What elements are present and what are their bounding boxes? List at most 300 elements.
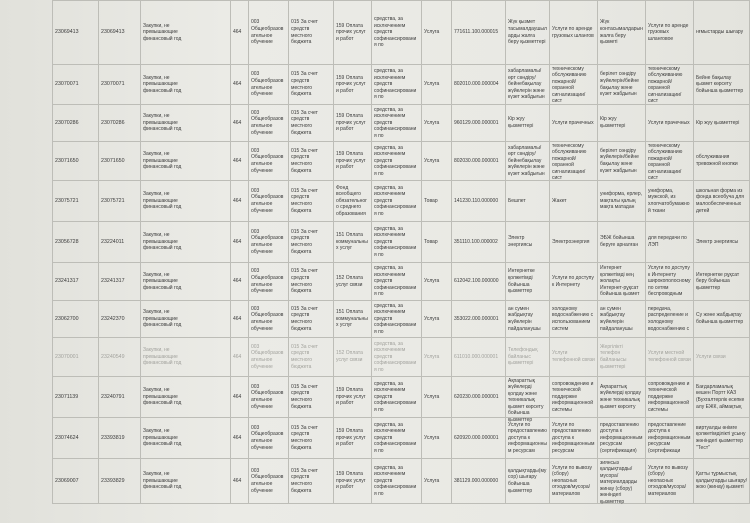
- item-kind-cell-text: Услуга: [424, 157, 440, 164]
- additional-kz-cell-text: Кір жуу қызметтері: [696, 119, 740, 126]
- characteristic-ru-cell-text: Услуги прачечных: [648, 119, 690, 126]
- characteristic-kz-cell-text: Интернет қолжетімді кең жолақты Интернет-рұқсат бойынша қызмет: [600, 265, 640, 298]
- name-ru-cell: [550, 459, 598, 504]
- specific-cell-text: 159 Оплата прочих услуг и работ: [336, 387, 366, 407]
- table-row: [53, 459, 750, 504]
- item-kind-cell: [422, 418, 452, 459]
- item-kind-cell-text: Услуга: [424, 434, 440, 441]
- program-cell: [249, 418, 289, 459]
- subprogram-cell-text: 015 За счет средств местного бюджета: [291, 305, 318, 332]
- specific-cell-text: 159 Оплата прочих услуг и работ: [336, 74, 366, 94]
- item-id-cell: [99, 65, 141, 105]
- funding-source-cell: [372, 263, 422, 301]
- table-row: [53, 142, 750, 181]
- characteristic-kz-cell: [598, 142, 646, 181]
- program-cell-text: 003 Общеобразовательное обучение: [251, 305, 284, 332]
- name-kz-cell-text: Жүк қызмет тасымалдаушыларды жалға беру қызметтері: [508, 19, 547, 46]
- purchase-type-cell: [141, 263, 231, 301]
- item-kind-cell: [422, 1, 452, 65]
- item-kind-cell: [422, 65, 452, 105]
- admin-code-cell: [231, 418, 249, 459]
- characteristic-kz-cell-text: Жергілікті телефон байланысы қызметтері: [600, 343, 627, 370]
- program-cell: [249, 1, 289, 65]
- ktru-code-cell: [452, 338, 506, 377]
- ktru-code-cell-text: 802030.000.000001: [454, 157, 499, 164]
- name-kz-cell: [506, 105, 550, 142]
- characteristic-kz-cell-text: берілет сөндіру жүйелерін/бейне бақылау және күзет жабдығын: [600, 147, 639, 174]
- lot-id-cell-text: 23074624: [55, 434, 79, 441]
- purchase-type-cell-text: Закупки, не превышающие финансовый год: [143, 471, 182, 491]
- additional-kz-cell-text: Бейне бақылау қызмет көрсету бойынша қызметтер: [696, 74, 744, 94]
- specific-cell: [334, 181, 372, 222]
- subprogram-cell: [289, 459, 334, 504]
- additional-kz-cell-text: виртуалды өнімге қолжетімділікті ұсыну жөніндегі қызметтер "Тест": [696, 424, 746, 451]
- lot-id-cell: [53, 377, 99, 418]
- name-kz-cell: [506, 338, 550, 377]
- characteristic-kz-cell-text: ЭБЖ бойынша беруге арналған: [600, 235, 639, 248]
- table-row: [53, 301, 750, 338]
- item-id-cell: [99, 263, 141, 301]
- name-ru-cell: [550, 105, 598, 142]
- program-cell-text: 003 Общеобразовательное обучение: [251, 187, 284, 214]
- specific-cell-text: 159 Оплата прочих услуг и работ: [336, 113, 366, 133]
- program-cell-text: 003 Общеобразовательное обучение: [251, 109, 284, 136]
- characteristic-ru-cell-text: для передачи по ЛЭП: [648, 235, 687, 248]
- specific-cell: [334, 65, 372, 105]
- admin-code-cell: [231, 1, 249, 65]
- name-ru-cell-text: Жакет: [552, 197, 567, 204]
- program-cell: [249, 222, 289, 263]
- admin-code-cell: [231, 338, 249, 377]
- table-row: [53, 65, 750, 105]
- purchase-type-cell-text: Закупки, не превышающие финансовый год: [143, 22, 182, 42]
- subprogram-cell: [289, 301, 334, 338]
- program-cell: [249, 142, 289, 181]
- name-kz-cell: [506, 65, 550, 105]
- purchase-type-cell-text: Закупки, не превышающие финансовый год: [143, 151, 182, 171]
- item-id-cell: [99, 1, 141, 65]
- lot-id-cell-text: 23062700: [55, 315, 79, 322]
- admin-code-cell: [231, 459, 249, 504]
- characteristic-kz-cell: [598, 418, 646, 459]
- item-id-cell: [99, 338, 141, 377]
- name-ru-cell: [550, 338, 598, 377]
- item-kind-cell: [422, 105, 452, 142]
- additional-kz-cell-text: Электр энергиясы: [696, 238, 739, 245]
- item-id-cell: [99, 418, 141, 459]
- additional-kz-cell-text: нғмыстарды шығару: [696, 29, 744, 36]
- item-id-cell-text: 23242370: [101, 315, 125, 322]
- program-cell-text: 003 Общеобразовательное обучение: [251, 383, 284, 410]
- item-kind-cell: [422, 142, 452, 181]
- additional-kz-cell: [694, 181, 750, 222]
- characteristic-ru-cell: [646, 459, 694, 504]
- name-ru-cell-text: Услуги прачечных: [552, 119, 594, 126]
- funding-source-cell-text: средства, за исключением средств софинансирования по: [374, 225, 417, 258]
- program-cell-text: 003 Общеобразовательное обучение: [251, 467, 284, 494]
- admin-code-cell: [231, 181, 249, 222]
- item-id-cell-text: 23224011: [101, 238, 125, 245]
- item-id-cell: [99, 459, 141, 504]
- specific-cell: [334, 301, 372, 338]
- funding-source-cell-text: средства, за исключением средств софинансирования по: [374, 464, 417, 497]
- table-row: [53, 263, 750, 301]
- lot-id-cell: [53, 459, 99, 504]
- funding-source-cell: [372, 377, 422, 418]
- funding-source-cell-text: средства, за исключением средств софинансирования по: [374, 184, 417, 217]
- item-id-cell-text: 23071650: [101, 157, 125, 164]
- name-ru-cell: [550, 377, 598, 418]
- characteristic-ru-cell: [646, 181, 694, 222]
- specific-cell: [334, 142, 372, 181]
- item-id-cell-text: 23069413: [101, 29, 125, 36]
- purchase-type-cell: [141, 181, 231, 222]
- characteristic-ru-cell: [646, 142, 694, 181]
- purchase-type-cell: [141, 1, 231, 65]
- ktru-code-cell-text: 620230.000.000001: [454, 393, 499, 400]
- specific-cell: [334, 1, 372, 65]
- characteristic-kz-cell-text: берілет сөндіру жүйелерін/бейне бақылау және күзет жабдығын: [600, 71, 639, 98]
- admin-code-cell-text: 464: [233, 157, 242, 164]
- name-kz-cell-text: Бешпет: [508, 197, 526, 204]
- ktru-code-cell-text: 611010.000.000001: [454, 353, 499, 360]
- name-ru-cell: [550, 142, 598, 181]
- item-id-cell: [99, 301, 141, 338]
- characteristic-ru-cell-text: предоставление доступа к информационным ресурсам (сертификаци: [648, 421, 691, 454]
- funding-source-cell: [372, 65, 422, 105]
- item-id-cell-text: 23070286: [101, 119, 125, 126]
- admin-code-cell-text: 464: [233, 29, 242, 36]
- ktru-code-cell-text: 960129.000.000001: [454, 119, 499, 126]
- ktru-code-cell-text: 353022.000.000001: [454, 315, 499, 322]
- item-kind-cell: [422, 301, 452, 338]
- program-cell: [249, 459, 289, 504]
- purchase-type-cell-text: Закупки, не превышающие финансовый год: [143, 271, 182, 291]
- subprogram-cell-text: 015 За счет средств местного бюджета: [291, 424, 318, 451]
- additional-kz-cell: [694, 142, 750, 181]
- characteristic-ru-cell: [646, 65, 694, 105]
- admin-code-cell: [231, 222, 249, 263]
- name-ru-cell-text: Услуги телефонной связи: [552, 350, 595, 363]
- name-kz-cell: [506, 181, 550, 222]
- table-row: [53, 418, 750, 459]
- specific-cell-text: 152 Оплата услуг связи: [336, 274, 363, 288]
- funding-source-cell-text: средства, за исключением средств софинансирования по: [374, 421, 417, 454]
- specific-cell: [334, 105, 372, 142]
- admin-code-cell: [231, 105, 249, 142]
- item-kind-cell: [422, 459, 452, 504]
- additional-kz-cell: [694, 418, 750, 459]
- name-ru-cell: [550, 418, 598, 459]
- item-id-cell: [99, 222, 141, 263]
- subprogram-cell: [289, 1, 334, 65]
- ktru-code-cell-text: 802010.000.000004: [454, 81, 499, 88]
- specific-cell: [334, 222, 372, 263]
- specific-cell-text: 159 Оплата прочих услуг и работ: [336, 151, 366, 171]
- purchase-type-cell-text: Закупки, не превышающие финансовый год: [143, 309, 182, 329]
- subprogram-cell: [289, 65, 334, 105]
- purchase-type-cell: [141, 105, 231, 142]
- purchase-type-cell-text: Закупки, не превышающие финансовый год: [143, 387, 182, 407]
- purchase-type-cell: [141, 338, 231, 377]
- name-kz-cell-text: хабарламалы/өрт сөндіру/бейнебақылау жүйелерін және күзет жабдығын: [508, 144, 545, 177]
- subprogram-cell-text: 015 За счет средств местного бюджета: [291, 187, 318, 214]
- specific-cell: [334, 418, 372, 459]
- characteristic-ru-cell: [646, 222, 694, 263]
- admin-code-cell-text: 464: [233, 353, 242, 360]
- admin-code-cell: [231, 377, 249, 418]
- characteristic-ru-cell: [646, 377, 694, 418]
- procurement-plan-table: [52, 0, 750, 504]
- funding-source-cell: [372, 181, 422, 222]
- ktru-code-cell-text: 381129.000.000000: [454, 477, 499, 484]
- funding-source-cell: [372, 222, 422, 263]
- lot-id-cell: [53, 338, 99, 377]
- item-id-cell: [99, 142, 141, 181]
- subprogram-cell-text: 015 За счет средств местного бюджета: [291, 109, 318, 136]
- program-cell-text: 003 Общеобразовательное обучение: [251, 71, 284, 98]
- subprogram-cell: [289, 377, 334, 418]
- admin-code-cell-text: 464: [233, 119, 242, 126]
- specific-cell: [334, 263, 372, 301]
- name-ru-cell-text: Услуги по аренде грузовых шлангов: [552, 25, 594, 39]
- funding-source-cell-text: средства, за исключением средств софинансирования по: [374, 302, 417, 335]
- subprogram-cell-text: 015 За счет средств местного бюджета: [291, 147, 318, 174]
- funding-source-cell-text: средства, за исключением средств софинансирования по: [374, 68, 417, 101]
- name-kz-cell: [506, 222, 550, 263]
- admin-code-cell: [231, 142, 249, 181]
- item-id-cell-text: 23240791: [101, 393, 125, 400]
- specific-cell-text: 159 Оплата прочих услуг и работ: [336, 22, 366, 42]
- ktru-code-cell: [452, 263, 506, 301]
- program-cell-text: 003 Общеобразовательное обучение: [251, 268, 284, 295]
- characteristic-ru-cell: [646, 301, 694, 338]
- item-kind-cell-text: Услуга: [424, 393, 440, 400]
- subprogram-cell-text: 015 За счет средств местного бюджета: [291, 228, 318, 255]
- additional-kz-cell: [694, 65, 750, 105]
- name-kz-cell: [506, 1, 550, 65]
- program-cell: [249, 181, 289, 222]
- item-id-cell-text: 23393829: [101, 477, 125, 484]
- name-kz-cell-text: Интернетке қолжетімді бойынша қызметтер: [508, 268, 535, 295]
- additional-kz-cell: [694, 263, 750, 301]
- name-kz-cell: [506, 263, 550, 301]
- characteristic-ru-cell-text: передача, распределение и холодному водоснабжению с: [648, 305, 690, 332]
- item-kind-cell: [422, 222, 452, 263]
- funding-source-cell: [372, 105, 422, 142]
- item-id-cell: [99, 105, 141, 142]
- item-kind-cell-text: Товар: [424, 197, 438, 204]
- name-ru-cell-text: Услуги по предоставлению доступа к информационным ресурсам: [552, 421, 595, 454]
- additional-kz-cell-text: Бағдарламалық кешен Портт КАЗ (Бухгалтерлік есепке алу ЕЖК, аймақтық: [696, 383, 745, 410]
- specific-cell: [334, 338, 372, 377]
- additional-kz-cell: [694, 1, 750, 65]
- subprogram-cell: [289, 338, 334, 377]
- additional-kz-cell: [694, 338, 750, 377]
- specific-cell-text: 159 Оплата прочих услуг и работ: [336, 428, 366, 448]
- lot-id-cell-text: 23070071: [55, 81, 79, 88]
- admin-code-cell-text: 464: [233, 238, 242, 245]
- admin-code-cell-text: 464: [233, 278, 242, 285]
- item-id-cell-text: 23241317: [101, 278, 125, 285]
- program-cell-text: 003 Общеобразовательное обучение: [251, 228, 284, 255]
- characteristic-ru-cell: [646, 418, 694, 459]
- program-cell-text: 003 Общеобразовательное обучение: [251, 424, 284, 451]
- characteristic-ru-cell-text: сопровождению и технической поддержке информационной системы: [648, 380, 690, 413]
- ktru-code-cell: [452, 105, 506, 142]
- purchase-type-cell: [141, 418, 231, 459]
- purchase-type-cell: [141, 65, 231, 105]
- subprogram-cell-text: 015 За счет средств местного бюджета: [291, 467, 318, 494]
- characteristic-ru-cell-text: Услуги по аренде грузовых шланговое: [648, 22, 689, 42]
- purchase-type-cell: [141, 459, 231, 504]
- admin-code-cell: [231, 301, 249, 338]
- characteristic-kz-cell: [598, 222, 646, 263]
- program-cell: [249, 263, 289, 301]
- characteristic-kz-cell-text: предоставлению доступа к информационным ресурсам (сертификация): [600, 421, 643, 454]
- lot-id-cell: [53, 418, 99, 459]
- program-cell-text: 003 Общеобразовательное обучение: [251, 343, 284, 370]
- additional-kz-cell: [694, 377, 750, 418]
- specific-cell-text: 159 Оплата прочих услуг и работ: [336, 471, 366, 491]
- additional-kz-cell-text: Услуги связи: [696, 353, 726, 360]
- subprogram-cell: [289, 418, 334, 459]
- admin-code-cell-text: 464: [233, 434, 242, 441]
- item-kind-cell: [422, 338, 452, 377]
- subprogram-cell-text: 015 За счет средств местного бюджета: [291, 71, 318, 98]
- characteristic-kz-cell: [598, 301, 646, 338]
- ktru-code-cell: [452, 1, 506, 65]
- name-ru-cell-text: холодному водоснабжению с использованием систем: [552, 305, 594, 332]
- purchase-type-cell-text: Закупки, не превышающие финансовый год: [143, 232, 182, 252]
- program-cell-text: 003 Общеобразовательное обучение: [251, 19, 284, 46]
- item-kind-cell-text: Услуга: [424, 29, 440, 36]
- characteristic-ru-cell: [646, 1, 694, 65]
- ktru-code-cell: [452, 142, 506, 181]
- name-kz-cell-text: Электр энергиясы: [508, 235, 533, 248]
- subprogram-cell-text: 015 За счет средств местного бюджета: [291, 383, 318, 410]
- table-row: [53, 377, 750, 418]
- name-ru-cell-text: техническому обслуживанию пожарной/охранной сигнализации/сист: [552, 65, 587, 105]
- table-row: [53, 181, 750, 222]
- characteristic-ru-cell: [646, 338, 694, 377]
- ktru-code-cell: [452, 377, 506, 418]
- name-kz-cell-text: Услуги по предоставлению доступа к информационным ресурсам: [508, 421, 548, 454]
- characteristic-kz-cell: [598, 65, 646, 105]
- ktru-code-cell-text: 351110.100.000002: [454, 238, 498, 245]
- lot-id-cell-text: 23056728: [55, 238, 79, 245]
- ktru-code-cell: [452, 181, 506, 222]
- item-kind-cell: [422, 263, 452, 301]
- additional-kz-cell-text: Интернетке рұқсат беру бойынша қызметтер: [696, 271, 740, 291]
- ktru-code-cell: [452, 222, 506, 263]
- additional-kz-cell: [694, 301, 750, 338]
- item-id-cell: [99, 181, 141, 222]
- characteristic-kz-cell: [598, 338, 646, 377]
- lot-id-cell-text: 23070286: [55, 119, 79, 126]
- name-kz-cell-text: Кір жуу қызметтері: [508, 116, 534, 129]
- ktru-code-cell-text: 620920.000.000001: [454, 434, 499, 441]
- lot-id-cell: [53, 263, 99, 301]
- funding-source-cell: [372, 301, 422, 338]
- ktru-code-cell: [452, 459, 506, 504]
- item-kind-cell-text: Товар: [424, 238, 438, 245]
- purchase-type-cell: [141, 377, 231, 418]
- lot-id-cell-text: 23070001: [55, 353, 79, 360]
- admin-code-cell-text: 464: [233, 393, 242, 400]
- subprogram-cell-text: 015 За счет средств местного бюджета: [291, 19, 318, 46]
- lot-id-cell: [53, 142, 99, 181]
- name-ru-cell: [550, 1, 598, 65]
- name-ru-cell: [550, 301, 598, 338]
- characteristic-ru-cell-text: техническому обслуживанию пожарной/охранной сигнализации/сист: [648, 142, 683, 182]
- name-kz-cell: [506, 301, 550, 338]
- characteristic-kz-cell-text: Ақпараттық жүйелерді қолдау және техникалық қызмет көрсету: [600, 383, 641, 410]
- characteristic-ru-cell-text: униформа, мужской, из хлопчатобумажной ткани: [648, 187, 690, 214]
- name-ru-cell: [550, 263, 598, 301]
- table-body: [53, 1, 750, 504]
- lot-id-cell-text: 23069413: [55, 29, 79, 36]
- ktru-code-cell-text: 612042.100.000000: [454, 278, 499, 285]
- item-id-cell-text: 23240549: [101, 353, 125, 360]
- characteristic-kz-cell: [598, 263, 646, 301]
- characteristic-kz-cell: [598, 1, 646, 65]
- subprogram-cell-text: 015 За счет средств местного бюджета: [291, 343, 318, 370]
- item-id-cell-text: 23070071: [101, 81, 125, 88]
- funding-source-cell: [372, 459, 422, 504]
- specific-cell-text: 152 Оплата услуг связи: [336, 350, 363, 363]
- purchase-type-cell-text: Закупки, не превышающие финансовый год: [143, 191, 182, 211]
- characteristic-kz-cell-text: Кір жуу қызметтері: [600, 116, 626, 129]
- item-kind-cell-text: Услуга: [424, 81, 440, 88]
- funding-source-cell-text: средства, за исключением средств софинансирования по: [374, 16, 417, 49]
- characteristic-ru-cell-text: Услуги местной телефонной связи: [648, 350, 691, 363]
- name-kz-cell-text: хабарламалы/өрт сөндіру/бейнебақылау жүйелерін және күзет жабдығын: [508, 68, 545, 101]
- ktru-code-cell: [452, 65, 506, 105]
- purchase-type-cell: [141, 142, 231, 181]
- funding-source-cell-text: средства, за исключением средств софинансирования по: [374, 340, 417, 373]
- admin-code-cell-text: 464: [233, 477, 242, 484]
- program-cell: [249, 105, 289, 142]
- characteristic-kz-cell: [598, 105, 646, 142]
- funding-source-cell: [372, 142, 422, 181]
- item-kind-cell-text: Услуга: [424, 353, 440, 360]
- name-ru-cell: [550, 222, 598, 263]
- item-kind-cell: [422, 377, 452, 418]
- subprogram-cell: [289, 105, 334, 142]
- purchase-type-cell: [141, 222, 231, 263]
- ktru-code-cell-text: 771611.100.000015: [454, 29, 499, 36]
- characteristic-ru-cell-text: Услуги по вывозу (сбору) неопасных отходов/мусора/материалов: [648, 464, 688, 497]
- funding-source-cell-text: средства, за исключением средств софинансирования по: [374, 380, 417, 413]
- program-cell: [249, 338, 289, 377]
- program-cell: [249, 377, 289, 418]
- funding-source-cell: [372, 338, 422, 377]
- lot-id-cell-text: 23241317: [55, 278, 79, 285]
- admin-code-cell: [231, 65, 249, 105]
- lot-id-cell-text: 23071650: [55, 157, 79, 164]
- admin-code-cell-text: 464: [233, 81, 242, 88]
- characteristic-ru-cell-text: техническому обслуживанию пожарной/охранной сигнализации/сист: [648, 65, 683, 105]
- name-ru-cell-text: техническому обслуживанию пожарной/охранной сигнализации/сист: [552, 142, 587, 182]
- specific-cell-text: 151 Оплата коммунальных услуг: [336, 232, 368, 252]
- ktru-code-cell-text: 141230.110.000000: [454, 197, 499, 204]
- lot-id-cell-text: 23071139: [55, 393, 79, 400]
- lot-id-cell: [53, 105, 99, 142]
- additional-kz-cell-text: Қатты тұрмыстық қалдықтарды шығару/жою (жинау) қызметі: [696, 471, 747, 491]
- item-kind-cell-text: Услуга: [424, 119, 440, 126]
- characteristic-ru-cell: [646, 263, 694, 301]
